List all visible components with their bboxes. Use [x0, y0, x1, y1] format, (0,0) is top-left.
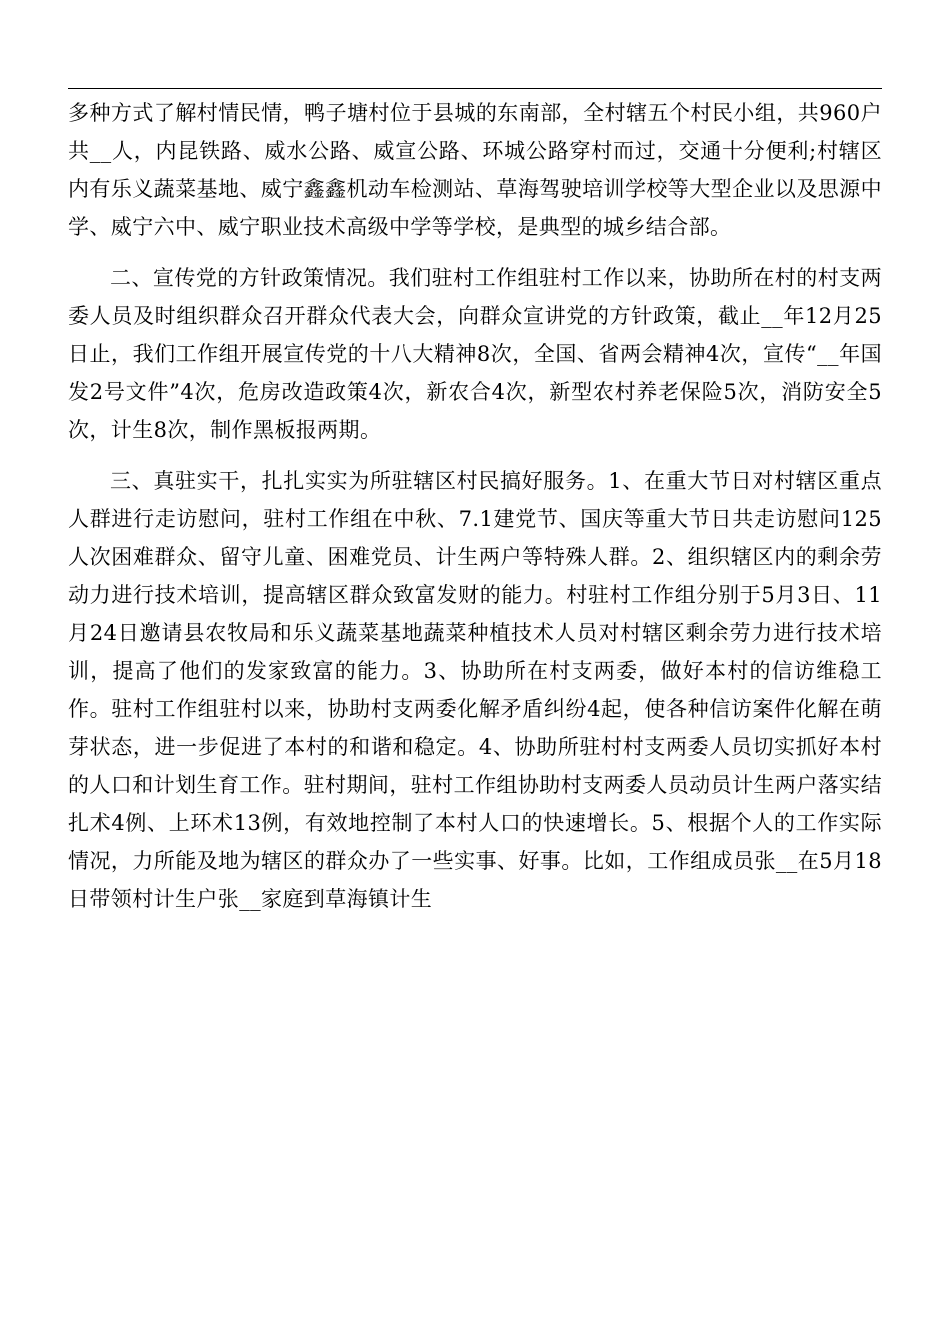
header-rule [68, 88, 882, 89]
paragraph-village-services: 三、真驻实干，扎扎实实为所驻辖区村民搞好服务。1、在重大节日对村辖区重点人群进行走访慰问，驻村工作组在中秋、7.1建党节、国庆等重大节日共走访慰问125人次困难群众、留守儿童、困难党员、计生两户等特殊人群。2、组织辖区内的剩余劳动力进行技术培训，提高辖区群众致富发财的能力。村驻村工作组分别于5月3日、11月24日邀请县农牧局和乐义蔬菜基地蔬菜种植技术人员对村辖区剩余劳力进行技术培训，提高了他们的发家致富的能力。3、协助所在村支两委，做好本村的信访维稳工作。驻村工作组驻村以来，协助村支两委化解矛盾纠纷4起，使各种信访案件化解在萌芽状态，进一步促进了本村的和谐和稳定。4、协助所驻村村支两委人员切实抓好本村的人口和计划生育工作。驻村期间，驻村工作组协助村支两委人员动员计生两户落实结扎术4例、上环术13例，有效地控制了本村人口的快速增长。5、根据个人的工作实际情况，力所能及地为辖区的群众办了一些实事、好事。比如，工作组成员张__在5月18日带领村计生户张__家庭到草海镇计生 [68, 469, 882, 911]
document-body [68, 94, 882, 918]
paragraph-village-overview: 多种方式了解村情民情，鸭子塘村位于县城的东南部，全村辖五个村民小组，共960户共__人，内昆铁路、威水公路、威宣公路、环城公路穿村而过，交通十分便利;村辖区内有乐义蔬菜基地、威宁鑫鑫机动车检测站、草海驾驶培训学校等大型企业以及思源中学、威宁六中、威宁职业技术高级中学等学校，是典型的城乡结合部。 [68, 101, 882, 239]
paragraph-policy-promotion: 二、宣传党的方针政策情况。我们驻村工作组驻村工作以来，协助所在村的村支两委人员及时组织群众召开群众代表大会，向群众宣讲党的方针政策，截止__年12月25日止，我们工作组开展宣传党的十八大精神8次，全国、省两会精神4次，宣传“__年国发2号文件”4次，危房改造政策4次，新农合4次，新型农村养老保险5次，消防安全5次，计生8次，制作黑板报两期。 [68, 266, 882, 442]
document-page [68, 0, 882, 1344]
